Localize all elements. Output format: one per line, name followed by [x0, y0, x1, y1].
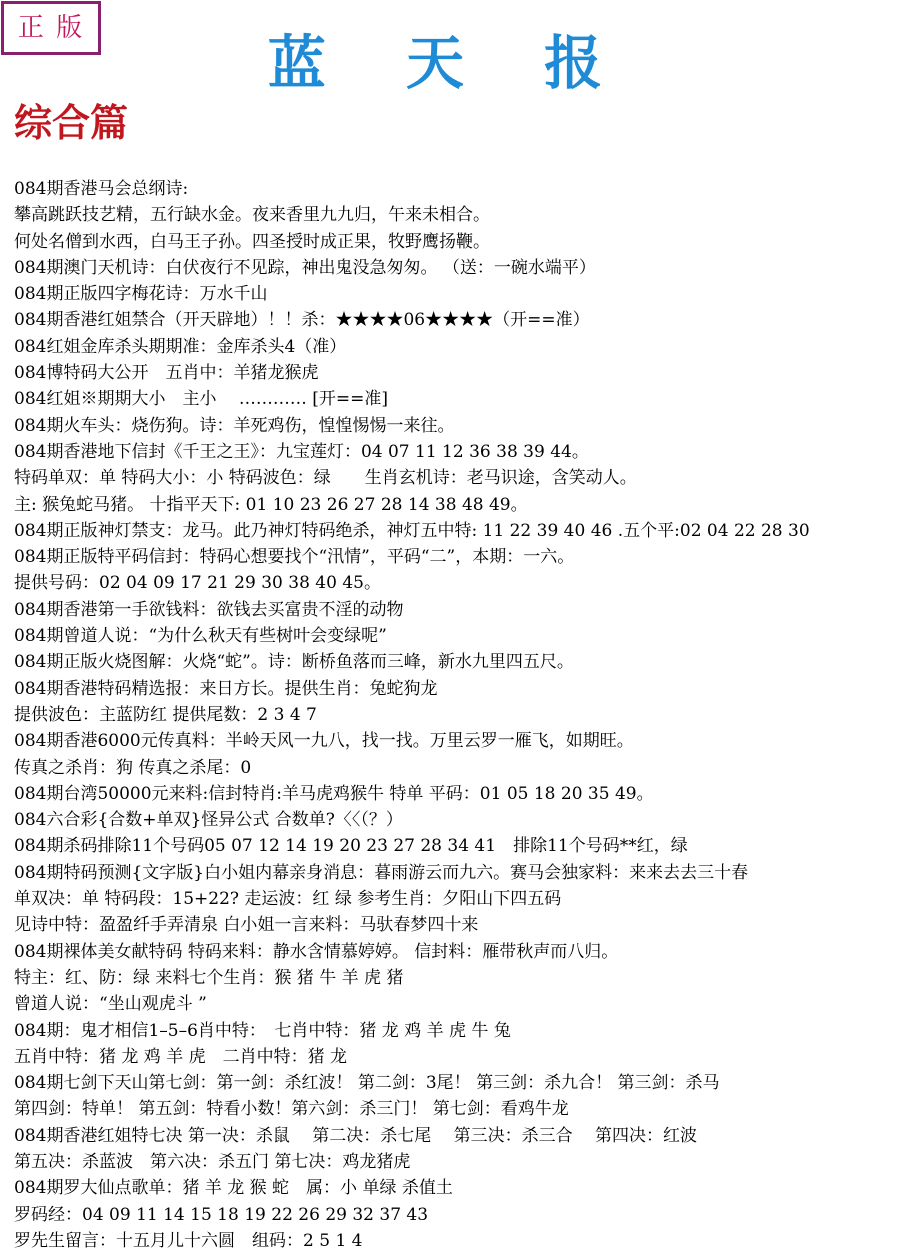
text-line: 084期香港特码精选报：来日方长。提供生肖：兔蛇狗龙 [14, 678, 438, 699]
text-line: 084期特码预测{文字版}白小姐内幕亲身消息：暮雨游云而九六。赛马会独家料：来来去去三十春 [14, 862, 749, 883]
text-line: 084期罗大仙点歌单：猪 羊 龙 猴 蛇 属：小 单绿 杀值土 [14, 1178, 453, 1199]
text-line: 特主：红、防：绿 来料七个生肖：猴 猪 牛 羊 虎 猪 [14, 967, 404, 988]
edition-badge: 正 版 [1, 1, 101, 55]
text-line: 084期香港马会总纲诗: [14, 179, 189, 199]
text-line: 提供号码：02 04 09 17 21 29 30 38 40 45。 [14, 573, 381, 594]
text-line: 第五决：杀蓝波 第六决：杀五门 第七决：鸡龙猪虎 [14, 1151, 411, 1172]
text-line: 084期香港红姐禁合（开天辟地）！！杀：★★★★06★★★★（开==准） [14, 310, 590, 331]
text-line: 何处名僧到水西，白马王子孙。四圣授时成正果，牧野鹰扬鞭。 [14, 231, 490, 252]
text-line: 单双决：单 特码段：15+22? 走运波：红 绿 参考生肖：夕阳山下四五码 [14, 889, 562, 910]
text-line: 084期正版四字梅花诗：万水千山 [14, 284, 268, 305]
text-line: 084期澳门天机诗：白伏夜行不见踪，神出鬼没急匆匆。 （送：一碗水端平） [14, 257, 596, 278]
text-line: 084期香港第一手欲钱料：欲钱去买富贵不淫的动物 [14, 599, 404, 620]
text-line: 084六合彩{合数+单双}怪异公式 合数单?〈〈（？） [14, 810, 403, 831]
text-line: 084期香港红姐特七决 第一决：杀鼠 第二决：杀七尾 第三决：杀三合 第四决：红波 [14, 1125, 698, 1146]
text-line: 084期香港6000元传真料：半岭天风一九八，找一找。万里云罗一雁飞，如期旺。 [14, 731, 634, 752]
text-line: 特码单双：单 特码大小：小 特码波色：绿 生肖玄机诗：老马识途，含笑动人。 [14, 468, 637, 489]
text-line: 曾道人说：“坐山观虎斗 ” [14, 994, 207, 1015]
text-line: 五肖中特：猪 龙 鸡 羊 虎 二肖中特：猪 龙 [14, 1046, 348, 1067]
text-line: 084期正版火烧图解：火烧“蛇”。诗：断桥鱼落而三峰，新水九里四五尺。 [14, 652, 574, 673]
page-title: 蓝 天 报 [267, 29, 633, 97]
text-line: 084期曾道人说：“为什么秋天有些树叶会变绿呢” [14, 626, 387, 647]
text-line: 传真之杀肖：狗 传真之杀尾：0 [14, 757, 252, 778]
text-line: 084博特码大公开 五肖中：羊猪龙猴虎 [14, 363, 319, 384]
content-lines [14, 176, 900, 1254]
text-line: 084期香港地下信封《千王之王》：九宝莲灯：04 07 11 12 36 38 39 44。 [14, 441, 589, 462]
text-line: 084期：鬼才相信1–5–6肖中特： 七肖中特：猪 龙 鸡 羊 虎 牛 兔 [14, 1020, 511, 1041]
text-line: 第四剑：特单！ 第五剑：特看小数！第六剑：杀三门！ 第七剑：看鸡牛龙 [14, 1099, 569, 1120]
text-line: 084红姐※期期大小 主小 ………… [开==准] [14, 389, 389, 410]
text-line: 提供波色：主蓝防红 提供尾数：2 3 4 7 [14, 704, 317, 725]
text-line: 084期正版神灯禁支：龙马。此乃神灯特码绝杀，神灯五中特: 11 22 39 40 46 .五个平:02 04 22 28 30 [14, 520, 810, 541]
text-line: 084期火车头：烧伤狗。诗：羊死鸡伤，惶惶惕惕一来往。 [14, 415, 455, 436]
text-line: 见诗中特：盈盈纤手弄清泉 白小姐一言来料：马驮春梦四十来 [14, 915, 479, 936]
text-line: 084期七剑下天山第七剑：第一剑：杀红波！ 第二剑：3尾！ 第三剑：杀九合！ 第三剑：杀马 [14, 1073, 720, 1094]
text-line: 084期杀码排除11个号码05 07 12 14 19 20 23 27 28 34 41 排除11个号码**红，绿 [14, 836, 688, 857]
text-line: 罗先生留言：十五月儿十六圆 组码：2 5 1 4 [14, 1230, 363, 1251]
text-line: 罗码经：04 09 11 14 15 18 19 22 26 29 32 37 43 [14, 1204, 429, 1225]
text-line: 084期裸体美女献特码 特码来料：静水含情慕婷婷。 信封料：雁带秋声而八归。 [14, 941, 619, 962]
section-title: 综合篇 [14, 100, 129, 145]
text-line: 084期正版特平码信封：特码心想要找个“汛情”，平码“二”，本期：一六。 [14, 547, 575, 568]
text-line: 084期台湾50000元来料:信封特肖:羊马虎鸡猴牛 特单 平码：01 05 18 20 35 49。 [14, 783, 654, 804]
text-line: 084红姐金库杀头期期准：金库杀头4（准） [14, 336, 347, 357]
text-line: 攀高跳跃技艺精，五行缺水金。夜来香里九九归，午来未相合。 [14, 205, 490, 226]
text-line: 主: 猴兔蛇马猪。 十指平天下: 01 10 23 26 27 28 14 38 48 49。 [14, 494, 528, 515]
